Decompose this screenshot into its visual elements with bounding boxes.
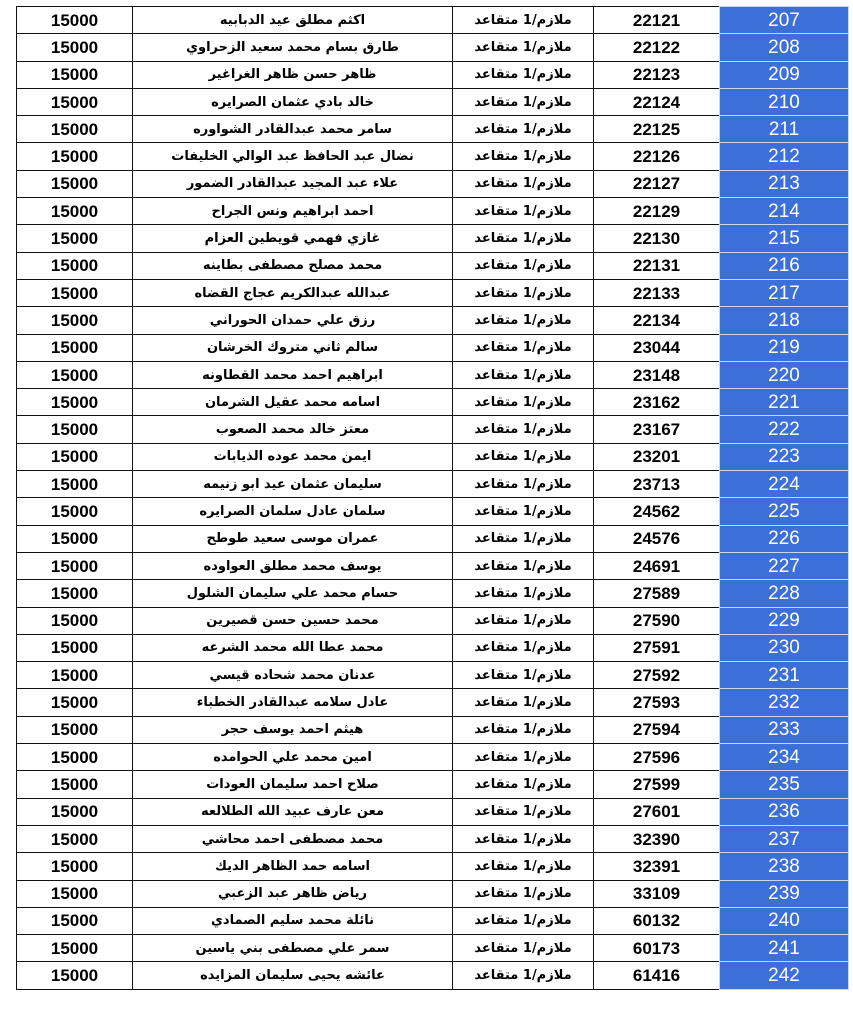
military-number-cell: 22121: [594, 7, 720, 34]
serial-number-cell: 240: [720, 907, 849, 934]
rank-cell: ملازم/1 متقاعد: [453, 143, 594, 170]
military-number-cell: 60173: [594, 935, 720, 962]
amount-cell: 15000: [17, 61, 133, 88]
amount-cell: 15000: [17, 361, 133, 388]
table-row: [17, 116, 849, 143]
amount-cell: 15000: [17, 34, 133, 61]
military-number-cell: 23162: [594, 389, 720, 416]
serial-number-cell: 213: [720, 170, 849, 197]
table-row: [17, 771, 849, 798]
rank-cell: ملازم/1 متقاعد: [453, 361, 594, 388]
military-number-cell: 22133: [594, 279, 720, 306]
amount-cell: 15000: [17, 744, 133, 771]
military-number-cell: 32390: [594, 825, 720, 852]
amount-cell: 15000: [17, 662, 133, 689]
full-name-cell: يوسف محمد مطلق العواوده: [133, 552, 453, 579]
amount-cell: 15000: [17, 907, 133, 934]
full-name-cell: معتز خالد محمد الصعوب: [133, 416, 453, 443]
military-number-cell: 22126: [594, 143, 720, 170]
serial-number-cell: 236: [720, 798, 849, 825]
full-name-cell: محمد عطا الله محمد الشرعه: [133, 634, 453, 661]
full-name-cell: نائلة محمد سليم الصمادي: [133, 907, 453, 934]
full-name-cell: اكثم مطلق عيد الدبابيه: [133, 7, 453, 34]
amount-cell: 15000: [17, 525, 133, 552]
rank-cell: ملازم/1 متقاعد: [453, 716, 594, 743]
serial-number-cell: 242: [720, 962, 849, 989]
full-name-cell: محمد حسين حسن قصيرين: [133, 607, 453, 634]
full-name-cell: رزق علي حمدان الحوراني: [133, 307, 453, 334]
table-row: [17, 143, 849, 170]
military-number-cell: 24576: [594, 525, 720, 552]
full-name-cell: عدنان محمد شحاده قيسي: [133, 662, 453, 689]
amount-cell: 15000: [17, 143, 133, 170]
rank-cell: ملازم/1 متقاعد: [453, 798, 594, 825]
military-number-cell: 24691: [594, 552, 720, 579]
table-row: [17, 662, 849, 689]
rank-cell: ملازم/1 متقاعد: [453, 307, 594, 334]
military-number-cell: 27593: [594, 689, 720, 716]
table-row: [17, 935, 849, 962]
amount-cell: 15000: [17, 798, 133, 825]
table-row: [17, 252, 849, 279]
amount-cell: 15000: [17, 962, 133, 989]
serial-number-cell: 233: [720, 716, 849, 743]
amount-cell: 15000: [17, 389, 133, 416]
rank-cell: ملازم/1 متقاعد: [453, 907, 594, 934]
full-name-cell: غازي فهمي قويطين العزام: [133, 225, 453, 252]
serial-number-cell: 219: [720, 334, 849, 361]
table-row: [17, 498, 849, 525]
amount-cell: 15000: [17, 580, 133, 607]
rank-cell: ملازم/1 متقاعد: [453, 744, 594, 771]
table-row: [17, 962, 849, 989]
serial-number-cell: 207: [720, 7, 849, 34]
rank-cell: ملازم/1 متقاعد: [453, 634, 594, 661]
rank-cell: ملازم/1 متقاعد: [453, 607, 594, 634]
amount-cell: 15000: [17, 716, 133, 743]
rank-cell: ملازم/1 متقاعد: [453, 498, 594, 525]
rank-cell: ملازم/1 متقاعد: [453, 853, 594, 880]
military-number-cell: 22130: [594, 225, 720, 252]
rank-cell: ملازم/1 متقاعد: [453, 334, 594, 361]
full-name-cell: علاء عبد المجيد عبدالقادر الضمور: [133, 170, 453, 197]
serial-number-cell: 229: [720, 607, 849, 634]
serial-number-cell: 223: [720, 443, 849, 470]
table-row: [17, 443, 849, 470]
serial-number-cell: 211: [720, 116, 849, 143]
amount-cell: 15000: [17, 853, 133, 880]
military-number-cell: 23713: [594, 471, 720, 498]
table-row: [17, 798, 849, 825]
amount-cell: 15000: [17, 607, 133, 634]
amount-cell: 15000: [17, 498, 133, 525]
table-row: [17, 744, 849, 771]
military-number-cell: 33109: [594, 880, 720, 907]
amount-cell: 15000: [17, 334, 133, 361]
serial-number-cell: 227: [720, 552, 849, 579]
amount-cell: 15000: [17, 88, 133, 115]
full-name-cell: محمد مصطفى احمد محاشي: [133, 825, 453, 852]
military-number-cell: 32391: [594, 853, 720, 880]
full-name-cell: عادل سلامه عبدالقادر الخطباء: [133, 689, 453, 716]
full-name-cell: عائشه يحيى سليمان المزايده: [133, 962, 453, 989]
table-row: [17, 689, 849, 716]
military-number-cell: 22129: [594, 198, 720, 225]
full-name-cell: عمران موسى سعيد طوطح: [133, 525, 453, 552]
full-name-cell: سمر علي مصطفى بني ياسين: [133, 935, 453, 962]
serial-number-cell: 239: [720, 880, 849, 907]
serial-number-cell: 216: [720, 252, 849, 279]
full-name-cell: سامر محمد عبدالقادر الشواوره: [133, 116, 453, 143]
serial-number-cell: 234: [720, 744, 849, 771]
rank-cell: ملازم/1 متقاعد: [453, 198, 594, 225]
amount-cell: 15000: [17, 170, 133, 197]
amount-cell: 15000: [17, 552, 133, 579]
serial-number-cell: 221: [720, 389, 849, 416]
serial-number-cell: 228: [720, 580, 849, 607]
military-number-cell: 27590: [594, 607, 720, 634]
military-number-cell: 22131: [594, 252, 720, 279]
full-name-cell: هيثم احمد يوسف حجر: [133, 716, 453, 743]
military-number-cell: 24562: [594, 498, 720, 525]
military-number-cell: 27591: [594, 634, 720, 661]
amount-cell: 15000: [17, 279, 133, 306]
full-name-cell: ابراهيم احمد محمد القطاونه: [133, 361, 453, 388]
serial-number-cell: 225: [720, 498, 849, 525]
amount-cell: 15000: [17, 198, 133, 225]
rank-cell: ملازم/1 متقاعد: [453, 443, 594, 470]
table-body: [17, 7, 849, 990]
rank-cell: ملازم/1 متقاعد: [453, 825, 594, 852]
serial-number-cell: 218: [720, 307, 849, 334]
amount-cell: 15000: [17, 225, 133, 252]
amount-cell: 15000: [17, 307, 133, 334]
serial-number-cell: 217: [720, 279, 849, 306]
amount-cell: 15000: [17, 7, 133, 34]
rank-cell: ملازم/1 متقاعد: [453, 662, 594, 689]
rank-cell: ملازم/1 متقاعد: [453, 880, 594, 907]
serial-number-cell: 230: [720, 634, 849, 661]
full-name-cell: اسامه محمد عقيل الشرمان: [133, 389, 453, 416]
serial-number-cell: 238: [720, 853, 849, 880]
table-row: [17, 880, 849, 907]
amount-cell: 15000: [17, 416, 133, 443]
military-number-cell: 27601: [594, 798, 720, 825]
amount-cell: 15000: [17, 443, 133, 470]
full-name-cell: ايمن محمد عوده الذيابات: [133, 443, 453, 470]
amount-cell: 15000: [17, 935, 133, 962]
rank-cell: ملازم/1 متقاعد: [453, 389, 594, 416]
military-number-cell: 23167: [594, 416, 720, 443]
table-row: [17, 716, 849, 743]
serial-number-cell: 208: [720, 34, 849, 61]
rank-cell: ملازم/1 متقاعد: [453, 279, 594, 306]
serial-number-cell: 235: [720, 771, 849, 798]
retirees-table: [16, 6, 849, 990]
full-name-cell: رياض ظاهر عبد الزعبي: [133, 880, 453, 907]
full-name-cell: حسام محمد علي سليمان الشلول: [133, 580, 453, 607]
full-name-cell: اسامه حمد الظاهر الديك: [133, 853, 453, 880]
table-row: [17, 471, 849, 498]
rank-cell: ملازم/1 متقاعد: [453, 771, 594, 798]
rank-cell: ملازم/1 متقاعد: [453, 252, 594, 279]
full-name-cell: محمد مصلح مصطفى بطاينه: [133, 252, 453, 279]
table-row: [17, 334, 849, 361]
table-row: [17, 7, 849, 34]
military-number-cell: 27589: [594, 580, 720, 607]
table-row: [17, 34, 849, 61]
amount-cell: 15000: [17, 880, 133, 907]
rank-cell: ملازم/1 متقاعد: [453, 225, 594, 252]
full-name-cell: نضال عبد الحافظ عبد الوالي الخليفات: [133, 143, 453, 170]
serial-number-cell: 224: [720, 471, 849, 498]
table-row: [17, 416, 849, 443]
military-number-cell: 27599: [594, 771, 720, 798]
amount-cell: 15000: [17, 634, 133, 661]
full-name-cell: ظاهر حسن ظاهر الغراغير: [133, 61, 453, 88]
table-row: [17, 198, 849, 225]
table-row: [17, 225, 849, 252]
serial-number-cell: 222: [720, 416, 849, 443]
serial-number-cell: 212: [720, 143, 849, 170]
table-row: [17, 580, 849, 607]
serial-number-cell: 232: [720, 689, 849, 716]
serial-number-cell: 209: [720, 61, 849, 88]
full-name-cell: سلمان عادل سلمان الصرايره: [133, 498, 453, 525]
full-name-cell: خالد بادي عثمان الصرايره: [133, 88, 453, 115]
rank-cell: ملازم/1 متقاعد: [453, 116, 594, 143]
amount-cell: 15000: [17, 771, 133, 798]
rank-cell: ملازم/1 متقاعد: [453, 471, 594, 498]
rank-cell: ملازم/1 متقاعد: [453, 552, 594, 579]
rank-cell: ملازم/1 متقاعد: [453, 34, 594, 61]
table-row: [17, 607, 849, 634]
military-number-cell: 22122: [594, 34, 720, 61]
rank-cell: ملازم/1 متقاعد: [453, 170, 594, 197]
military-number-cell: 22127: [594, 170, 720, 197]
rank-cell: ملازم/1 متقاعد: [453, 580, 594, 607]
serial-number-cell: 241: [720, 935, 849, 962]
table-row: [17, 279, 849, 306]
military-number-cell: 27592: [594, 662, 720, 689]
full-name-cell: طارق بسام محمد سعيد الزحراوي: [133, 34, 453, 61]
full-name-cell: احمد ابراهيم ونس الجراح: [133, 198, 453, 225]
serial-number-cell: 210: [720, 88, 849, 115]
serial-number-cell: 226: [720, 525, 849, 552]
amount-cell: 15000: [17, 252, 133, 279]
serial-number-cell: 231: [720, 662, 849, 689]
table-row: [17, 634, 849, 661]
table-row: [17, 853, 849, 880]
rank-cell: ملازم/1 متقاعد: [453, 962, 594, 989]
amount-cell: 15000: [17, 825, 133, 852]
table-row: [17, 170, 849, 197]
military-number-cell: 27596: [594, 744, 720, 771]
full-name-cell: سليمان عثمان عيد ابو زنيمه: [133, 471, 453, 498]
serial-number-cell: 214: [720, 198, 849, 225]
military-number-cell: 61416: [594, 962, 720, 989]
serial-number-cell: 220: [720, 361, 849, 388]
serial-number-cell: 215: [720, 225, 849, 252]
rank-cell: ملازم/1 متقاعد: [453, 61, 594, 88]
full-name-cell: سالم ثاني متروك الخرشان: [133, 334, 453, 361]
rank-cell: ملازم/1 متقاعد: [453, 689, 594, 716]
table-row: [17, 525, 849, 552]
amount-cell: 15000: [17, 471, 133, 498]
military-number-cell: 27594: [594, 716, 720, 743]
military-number-cell: 22124: [594, 88, 720, 115]
table-row: [17, 552, 849, 579]
amount-cell: 15000: [17, 116, 133, 143]
military-number-cell: 22123: [594, 61, 720, 88]
military-number-cell: 23148: [594, 361, 720, 388]
rank-cell: ملازم/1 متقاعد: [453, 525, 594, 552]
military-number-cell: 60132: [594, 907, 720, 934]
table-row: [17, 389, 849, 416]
table-row: [17, 88, 849, 115]
full-name-cell: معن عارف عبيد الله الطلالعه: [133, 798, 453, 825]
military-number-cell: 22125: [594, 116, 720, 143]
rank-cell: ملازم/1 متقاعد: [453, 416, 594, 443]
full-name-cell: صلاح احمد سليمان العودات: [133, 771, 453, 798]
military-number-cell: 23044: [594, 334, 720, 361]
table-row: [17, 61, 849, 88]
table-row: [17, 907, 849, 934]
military-number-cell: 22134: [594, 307, 720, 334]
full-name-cell: امين محمد علي الحوامده: [133, 744, 453, 771]
table-row: [17, 361, 849, 388]
table-row: [17, 825, 849, 852]
military-number-cell: 23201: [594, 443, 720, 470]
serial-number-cell: 237: [720, 825, 849, 852]
rank-cell: ملازم/1 متقاعد: [453, 7, 594, 34]
full-name-cell: عبدالله عبدالكريم عجاج القضاه: [133, 279, 453, 306]
amount-cell: 15000: [17, 689, 133, 716]
rank-cell: ملازم/1 متقاعد: [453, 935, 594, 962]
table-row: [17, 307, 849, 334]
rank-cell: ملازم/1 متقاعد: [453, 88, 594, 115]
